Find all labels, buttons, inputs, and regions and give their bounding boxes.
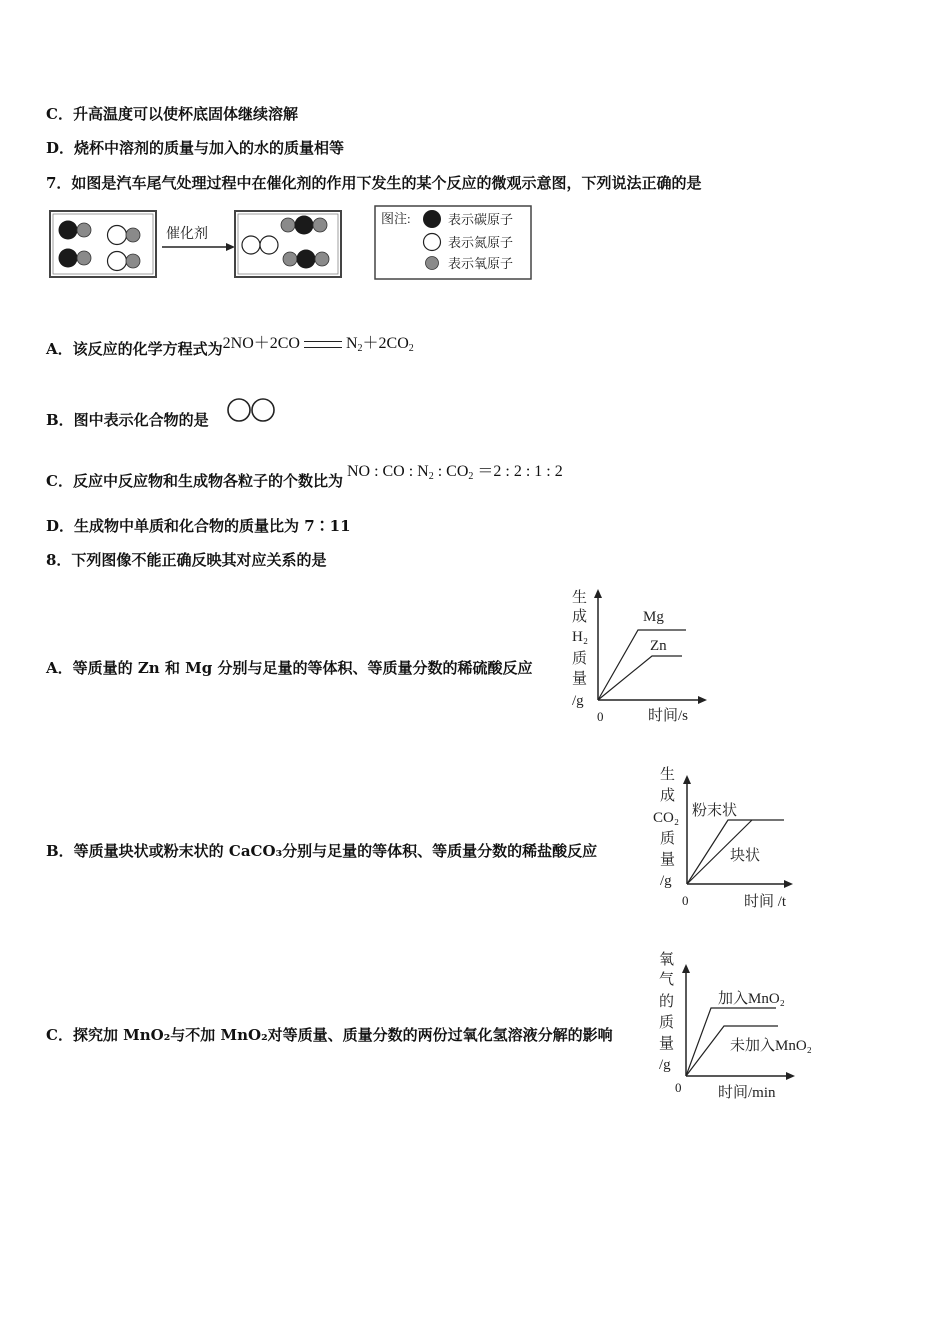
svg-text:CO₂: CO₂ — [653, 810, 680, 826]
catalyst-label: 催化剂 — [166, 227, 208, 242]
oxygen-atom — [283, 252, 297, 266]
option-d-prev: D．烧杯中溶剂的质量与加入的水的质量相等 — [46, 139, 345, 157]
carbon-atom — [295, 216, 314, 235]
carbon-atom — [59, 221, 78, 240]
mg-label: Mg — [643, 609, 664, 625]
q7-option-c-label: C．反应中反应物和生成物各粒子的个数比为 — [46, 472, 343, 490]
carbon-atom — [59, 249, 78, 268]
nitrogen-atom — [108, 226, 127, 245]
q7-option-a — [46, 336, 414, 360]
oxygen-atom — [77, 251, 91, 265]
nitrogen-atom — [242, 236, 260, 254]
q8-graph-c — [654, 946, 834, 1104]
q7-equation: 2NO＋2CO $N_2+2CO_2$ — [222, 335, 414, 354]
graph-a-ylabel: 生 — [572, 590, 588, 606]
oxygen-atom — [313, 218, 327, 232]
nitrogen-atom — [260, 236, 278, 254]
q7-option-b-label: B．图中表示化合物的是 — [46, 411, 209, 429]
legend-title: 图注: — [381, 211, 411, 226]
svg-text:成: 成 — [572, 609, 588, 625]
svg-text:的: 的 — [659, 994, 675, 1010]
svg-text:/g: /g — [572, 693, 584, 709]
q7-reaction-diagram — [46, 203, 536, 283]
oxygen-atom — [126, 228, 140, 242]
origin-label: 0 — [675, 1080, 682, 1095]
oxygen-atom — [77, 223, 91, 237]
svg-text:量: 量 — [660, 852, 676, 868]
without-mno2-label: 未加入MnO₂ — [730, 1038, 812, 1054]
legend-carbon: 表示碳原子 — [448, 212, 514, 227]
graph-c-xlabel: 时间/min — [718, 1085, 776, 1101]
legend-nitrogen: 表示氮原子 — [448, 235, 514, 250]
powder-label: 粉末状 — [692, 803, 738, 819]
q8-graph-b — [650, 762, 798, 914]
q7-ratio: NO : CO : $N_2$ : $CO_2 =2$ : 2 : 1 : 2 — [346, 463, 563, 482]
svg-text:质: 质 — [572, 651, 588, 667]
graph-c-ylabel: 氧 — [659, 952, 675, 968]
svg-text:量: 量 — [659, 1036, 675, 1052]
svg-text:量: 量 — [572, 671, 588, 687]
oxygen-atom — [281, 218, 295, 232]
legend-nitrogen-icon — [424, 234, 441, 251]
lump-label: 块状 — [730, 848, 761, 864]
svg-text:质: 质 — [660, 831, 676, 847]
legend-oxygen: 表示氧原子 — [448, 256, 514, 271]
graph-b-xlabel: 时间 /t — [744, 894, 787, 910]
q8-option-c: C．探究加 MnO₂与不加 MnO₂对等质量、质量分数的两份过氧化氢溶液分解的影响 — [46, 1026, 613, 1044]
q7-stem: 7．如图是汽车尾气处理过程中在催化剂的作用下发生的某个反应的微观示意图，下列说法正确的是 — [46, 174, 702, 192]
svg-text:H₂: H₂ — [572, 629, 589, 645]
oxygen-atom — [126, 254, 140, 268]
svg-text:气: 气 — [659, 972, 675, 988]
q7-option-c — [46, 463, 563, 492]
with-mno2-label: 加入MnO₂ — [718, 991, 785, 1007]
origin-label: 0 — [682, 893, 689, 908]
svg-text:成: 成 — [660, 788, 676, 804]
q7-option-b — [46, 409, 209, 430]
legend-oxygen-icon — [426, 257, 439, 270]
carbon-atom — [297, 250, 316, 269]
origin-label: 0 — [597, 709, 604, 724]
option-c-prev: C．升高温度可以使杯底固体继续溶解 — [46, 105, 298, 123]
nitrogen-molecule-icon — [226, 396, 280, 424]
graph-b-ylabel: 生 — [660, 767, 676, 783]
svg-text:/g: /g — [660, 873, 672, 889]
nitrogen-atom — [108, 252, 127, 271]
q8-option-a: A．等质量的 Zn 和 Mg 分别与足量的等体积、等质量分数的稀硫酸反应 — [46, 659, 533, 677]
oxygen-atom — [315, 252, 329, 266]
zn-label: Zn — [650, 638, 667, 654]
q8-stem: 8．下列图像不能正确反映其对应关系的是 — [46, 551, 327, 569]
q7-option-d: D．生成物中单质和化合物的质量比为 7∶11 — [46, 517, 351, 535]
svg-text:/g: /g — [659, 1057, 671, 1073]
graph-a-xlabel: 时间/s — [648, 708, 689, 724]
q7-option-a-label: A．该反应的化学方程式为 — [46, 340, 223, 358]
q8-graph-a — [566, 584, 716, 726]
legend-carbon-icon — [423, 210, 441, 228]
q8-option-b: B．等质量块状或粉末状的 CaCO₃分别与足量的等体积、等质量分数的稀盐酸反应 — [46, 842, 598, 860]
svg-text:质: 质 — [659, 1015, 675, 1031]
equation-equals-sign — [304, 341, 342, 348]
